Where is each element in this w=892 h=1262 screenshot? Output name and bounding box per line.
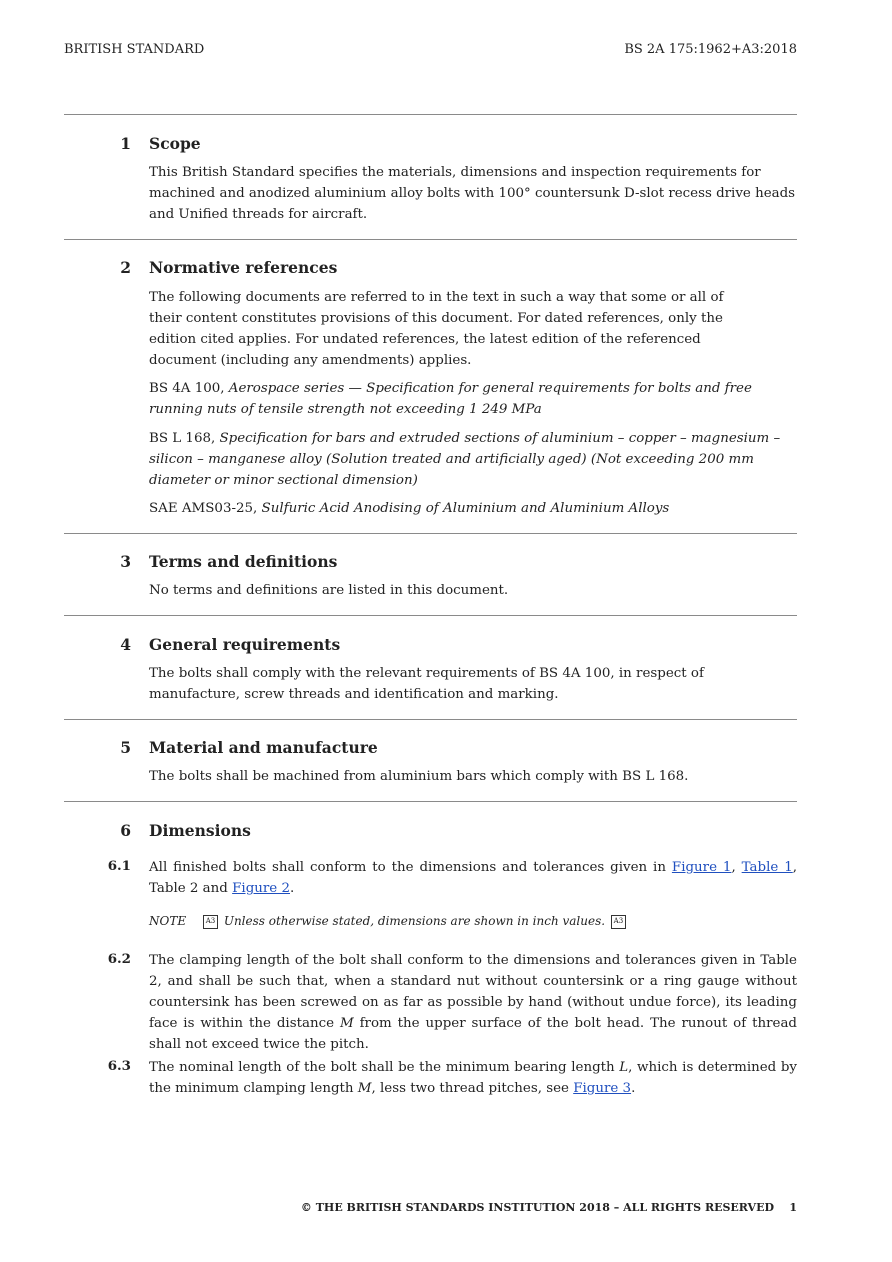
section-number: 1 bbox=[120, 134, 131, 153]
section-divider bbox=[64, 533, 797, 534]
section-number: 4 bbox=[120, 635, 131, 654]
clause-text: , Table 2 and bbox=[149, 860, 798, 896]
section-number: 2 bbox=[120, 258, 131, 277]
clause-number: 6.2 bbox=[107, 951, 131, 967]
clause-text: from the upper surface of the bolt head. The runout of thread shall not exceed twice the pitch. bbox=[149, 1016, 798, 1052]
section-number: 3 bbox=[120, 552, 131, 571]
amendment-start-tag-icon: A3 bbox=[203, 915, 218, 929]
note-text: Unless otherwise stated, dimensions are shown in inch values. bbox=[223, 914, 606, 928]
material-paragraph: The bolts shall be machined from aluminium bars which comply with BS L 168. bbox=[149, 769, 689, 784]
clause-text: The nominal length of the bolt shall be the minimum bearing length bbox=[149, 1060, 620, 1075]
reference-code: BS L 168, bbox=[149, 431, 220, 446]
clause-text: The clamping length of the bolt shall conform to the dimensions and tolerances given in Table 2, and shall be such that, when a standard nut without countersink or a ring gauge without countersink has been screwed on as far as possible by hand (without undue force), its leading face is within the distance bbox=[149, 953, 797, 1031]
reference-title: Specification for bars and extruded sections of aluminium – copper – magnesium – silicon – manganese alloy (Solution treated and artificially aged) (Not exceeding 200 mm diameter or minor sectional dimension) bbox=[149, 431, 781, 488]
section-number: 6 bbox=[120, 821, 131, 840]
clause-6-1-paragraph bbox=[149, 857, 797, 899]
section-divider bbox=[64, 615, 797, 616]
reference-code: BS 4A 100, bbox=[149, 381, 229, 396]
header-standard-label: BRITISH STANDARD bbox=[64, 42, 205, 57]
symbol-l: L bbox=[619, 1060, 629, 1075]
section-divider bbox=[64, 801, 797, 802]
reference-code: SAE AMS03-25, bbox=[149, 501, 262, 516]
clause-number: 6.1 bbox=[107, 858, 131, 874]
note bbox=[149, 914, 628, 929]
symbol-m: M bbox=[339, 1016, 354, 1031]
clause-6-2-paragraph bbox=[149, 950, 797, 1055]
page-number: 1 bbox=[789, 1201, 797, 1214]
general-requirements-paragraph: The bolts shall comply with the relevant requirements of BS 4A 100, in respect of manufacture, screw threads and identification and marking. bbox=[149, 666, 704, 702]
reference-title: Aerospace series — Specification for general requirements for bolts and free running nuts of tensile strength not exceeding 1 249 MPa bbox=[149, 381, 752, 417]
note-label: NOTE bbox=[149, 914, 187, 928]
reference-entry bbox=[149, 428, 789, 491]
link-figure-1[interactable]: Figure 1 bbox=[671, 860, 732, 875]
link-figure-3[interactable]: Figure 3 bbox=[573, 1081, 632, 1096]
section-title-normative-references: Normative references bbox=[149, 258, 338, 277]
section-number: 5 bbox=[120, 738, 131, 757]
clause-text: All finished bolts shall conform to the dimensions and tolerances given in bbox=[149, 860, 672, 875]
reference-entry bbox=[149, 378, 797, 420]
section-title-dimensions: Dimensions bbox=[149, 821, 251, 840]
section-title-general-requirements: General requirements bbox=[149, 635, 341, 654]
clause-text: , bbox=[731, 860, 742, 875]
section-title-material-and-manufacture: Material and manufacture bbox=[149, 738, 378, 757]
clause-6-3-paragraph bbox=[149, 1057, 797, 1099]
clause-text: , which is determined by the minimum clamping length bbox=[149, 1060, 797, 1096]
section-title-scope: Scope bbox=[149, 134, 201, 153]
scope-paragraph: This British Standard specifies the materials, dimensions and inspection requirements for machined and anodized aluminium alloy bolts with 100° countersunk D-slot recess drive heads and Unified threads for aircraft. bbox=[149, 165, 796, 222]
section-divider bbox=[64, 114, 797, 115]
link-figure-2[interactable]: Figure 2 bbox=[232, 881, 290, 896]
reference-title: Sulfuric Acid Anodising of Aluminium and Aluminium Alloys bbox=[261, 501, 670, 516]
page-footer bbox=[301, 1201, 797, 1214]
clause-text: . bbox=[290, 881, 295, 896]
section-title-terms-and-definitions: Terms and definitions bbox=[149, 552, 338, 571]
symbol-m: M bbox=[357, 1081, 372, 1096]
clause-number: 6.3 bbox=[107, 1058, 131, 1074]
page-header bbox=[64, 42, 797, 60]
section-divider bbox=[64, 719, 797, 720]
clause-text: . bbox=[631, 1081, 636, 1096]
header-standard-number: BS 2A 175:1962+A3:2018 bbox=[624, 42, 797, 57]
clause-text: , less two thread pitches, see bbox=[371, 1081, 574, 1096]
copyright-text: © THE BRITISH STANDARDS INSTITUTION 2018 – ALL RIGHTS RESERVED bbox=[300, 1201, 775, 1214]
link-table-1[interactable]: Table 1 bbox=[741, 860, 793, 875]
reference-entry bbox=[149, 498, 797, 519]
section-divider bbox=[64, 239, 797, 240]
terms-paragraph: No terms and definitions are listed in this document. bbox=[149, 583, 509, 598]
amendment-end-tag-icon: A3 bbox=[611, 915, 626, 929]
normative-intro-paragraph: The following documents are referred to in the text in such a way that some or all of their content constitutes provisions of this document. For dated references, only the edition cited applies. For undated references, the latest edition of the referenced document (including any amendments) applies. bbox=[149, 290, 724, 368]
